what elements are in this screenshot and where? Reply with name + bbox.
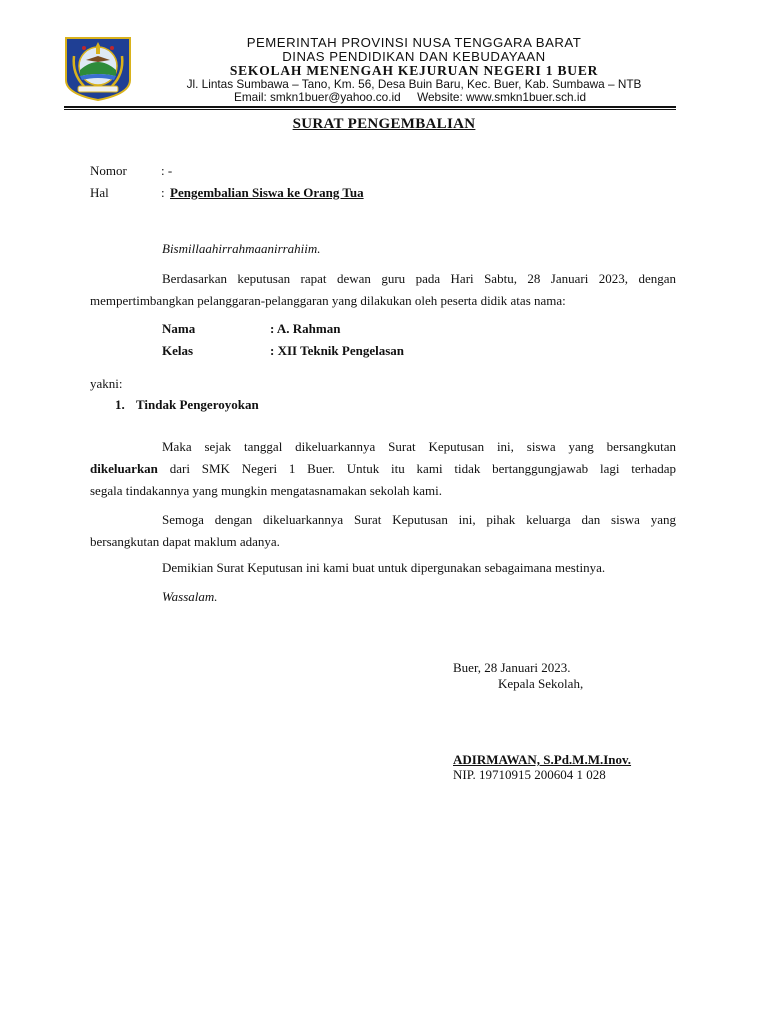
nomor-value: : -: [161, 163, 173, 178]
letterhead-contact: Email: smkn1buer@yahoo.co.id Website: www.smkn1buer.sch.id: [233, 90, 587, 104]
student-name-label: Nama: [162, 321, 196, 336]
violation-number: 1.: [115, 397, 125, 412]
letterhead-school-name: SEKOLAH MENENGAH KEJURUAN NEGERI 1 BUER: [229, 63, 599, 78]
paragraph-hope-line1: Semoga dengan dikeluarkannya Surat Keputusan ini, pihak keluarga dan siswa yang: [162, 512, 676, 527]
hal-colon: :: [161, 185, 165, 200]
signature-name: ADIRMAWAN, S.Pd.M.M.Inov.: [453, 752, 632, 767]
signature-place-date: Buer, 28 Januari 2023.: [453, 660, 571, 675]
letterhead-address: Jl. Lintas Sumbawa – Tano, Km. 56, Desa Buin Baru, Kec. Buer, Kab. Sumbawa – NTB: [186, 77, 642, 91]
paragraph-expulsion-line3: segala tindakannya yang mungkin mengatasnamakan sekolah kami.: [90, 483, 442, 498]
expelled-emphasis: dikeluarkan: [90, 461, 158, 476]
paragraph-expulsion-line2: dikeluarkan dari SMK Negeri 1 Buer. Untuk itu kami tidak bertanggungjawab lagi terhadap: [90, 461, 676, 476]
letterhead-divider-thick: [64, 106, 676, 108]
paragraph-closing-statement: Demikian Surat Keputusan ini kami buat untuk dipergunakan sebagaimana mestinya.: [162, 560, 606, 575]
student-class-value: : XII Teknik Pengelasan: [270, 343, 405, 358]
yakni-label: yakni:: [90, 376, 123, 391]
closing-salutation: Wassalam.: [162, 589, 218, 604]
paragraph-hope-line2: bersangkutan dapat maklum adanya.: [90, 534, 280, 549]
letterhead-divider-thin: [64, 109, 676, 110]
hal-label: Hal: [90, 185, 109, 200]
letterhead-department: DINAS PENDIDIKAN DAN KEBUDAYAAN: [282, 49, 546, 64]
student-name-value: : A. Rahman: [270, 321, 341, 336]
hal-value: Pengembalian Siswa ke Orang Tua: [170, 185, 364, 200]
opening-greeting: Bismillaahirrahmaanirrahiim.: [162, 241, 321, 256]
signature-nip: NIP. 19710915 200604 1 028: [453, 767, 606, 782]
paragraph-expulsion-line1: Maka sejak tanggal dikeluarkannya Surat Keputusan ini, siswa yang bersangkutan: [162, 439, 676, 454]
paragraph-decision-line2: mempertimbangkan pelanggaran-pelanggaran yang dilakukan oleh peserta didik atas nama:: [90, 293, 566, 308]
paragraph-decision-line1: Berdasarkan keputusan rapat dewan guru pada Hari Sabtu, 28 Januari 2023, dengan: [162, 271, 676, 286]
letterhead-government: PEMERINTAH PROVINSI NUSA TENGGARA BARAT: [246, 35, 582, 50]
violation-item: Tindak Pengeroyokan: [136, 397, 259, 412]
student-class-label: Kelas: [162, 343, 194, 358]
nomor-label: Nomor: [90, 163, 127, 178]
letter-title: SURAT PENGEMBALIAN: [292, 116, 476, 132]
signature-position: Kepala Sekolah,: [498, 676, 584, 691]
